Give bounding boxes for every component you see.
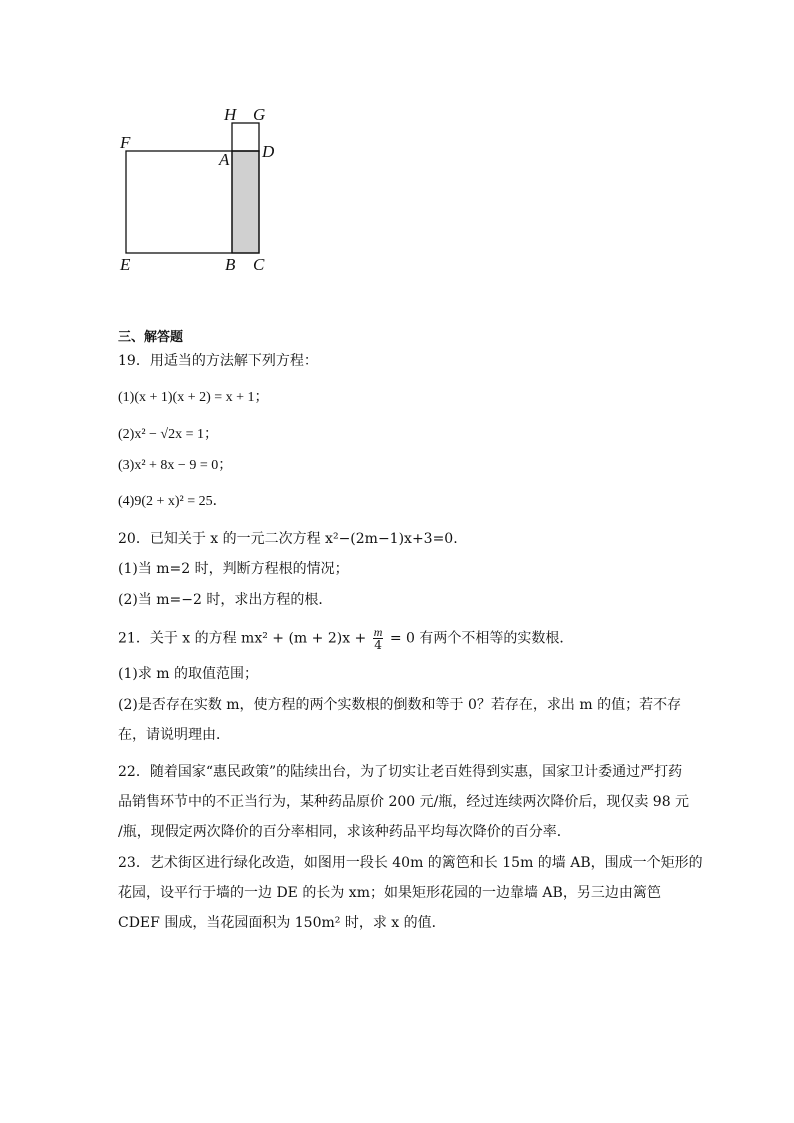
label-e: E <box>120 255 131 274</box>
section-title: 三、解答题 <box>118 330 184 345</box>
q21-title <box>118 626 573 651</box>
q19-part1: (1)(x + 1)(x + 2) = x + 1； <box>118 390 269 405</box>
fraction-m-over-4 <box>373 626 384 651</box>
q22-line1: 22．随着国家“惠民政策”的陆续出台，为了切实让老百姓得到实惠，国家卫计委通过严打药 <box>118 764 683 780</box>
q19-part2: (2)x² − √2x = 1； <box>118 427 218 442</box>
label-b: B <box>225 255 236 274</box>
label-g: G <box>253 105 266 124</box>
q21-title-start: 21．关于 x 的方程 mx² + (m + 2)x + <box>118 630 371 647</box>
q23-line2: 花园，设平行于墙的一边 DE 的长为 xm；如果矩形花园的一边靠墙 AB，另三边由篱笆 <box>118 885 661 901</box>
shaded-rect-abcd <box>232 151 259 253</box>
small-rect-hgda <box>232 123 259 151</box>
fraction-denominator: 4 <box>374 638 382 652</box>
label-a: A <box>219 150 230 169</box>
q20-part1: (1)当 m=2 时，判断方程根的情况； <box>118 561 349 577</box>
q22-line2: 品销售环节中的不正当行为，某种药品原价 200 元/瓶，经过连续两次降价后，现仅卖 98 元 <box>118 794 690 810</box>
q23-line3: CDEF 围成，当花园面积为 150m² 时，求 x 的值． <box>118 915 446 931</box>
q22-line3: /瓶，现假定两次降价的百分率相同，求该种药品平均每次降价的百分率． <box>118 824 571 840</box>
label-h: H <box>224 105 237 124</box>
q19-title: 19．用适当的方法解下列方程： <box>118 353 318 369</box>
geometry-figure <box>112 100 292 280</box>
label-f: F <box>120 133 131 152</box>
q21-title-end: = 0 有两个不相等的实数根． <box>385 630 574 647</box>
q19-part3: (3)x² + 8x − 9 = 0； <box>118 458 233 473</box>
q20-title: 20．已知关于 x 的一元二次方程 x²−(2m−1)x+3=0. <box>118 531 458 547</box>
q21-part2-line1: (2)是否存在实数 m，使方程的两个实数根的倒数和等于 0？若存在，求出 m 的值；若不存 <box>118 697 682 713</box>
q20-part2: (2)当 m=−2 时，求出方程的根． <box>118 592 333 608</box>
q19-part4: (4)9(2 + x)² = 25． <box>118 494 227 509</box>
label-d: D <box>262 142 275 161</box>
q23-line1: 23．艺术街区进行绿化改造，如图用一段长 40m 的篱笆和长 15m 的墙 AB，围成一个矩形的 <box>118 855 703 871</box>
q21-part1: (1)求 m 的取值范围； <box>118 666 259 682</box>
label-c: C <box>253 255 265 274</box>
rectangle-diagram <box>112 100 292 280</box>
q21-part2-line2: 在，请说明理由． <box>118 727 230 743</box>
fraction-numerator: m <box>373 625 383 639</box>
